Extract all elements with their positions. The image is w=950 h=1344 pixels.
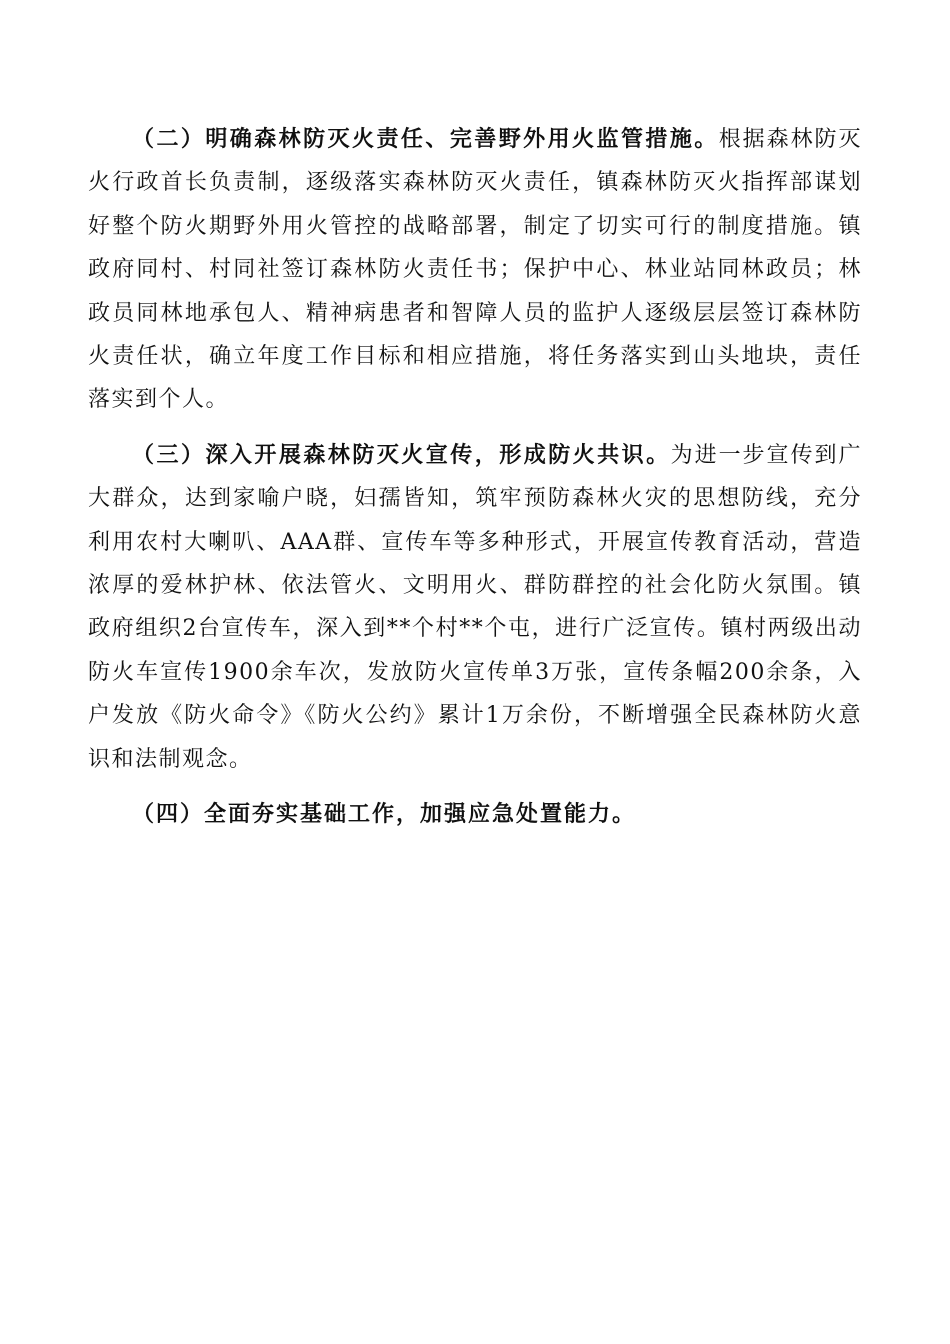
section-heading-2: （二）明确森林防灭火责任、完善野外用火监管措施。 [132, 127, 719, 152]
section-heading-3: （三）深入开展森林防灭火宣传，形成防火共识。 [132, 442, 671, 468]
section-heading-4: （四）全面夯实基础工作，加强应急处置能力。 [132, 802, 637, 828]
section-body-2: 根据森林防灭火行政首长负责制，逐级落实森林防灭火责任，镇森林防灭火指挥部谋划好整个防火期野外用火管控的战略部署，制定了切实可行的制度措施。镇政府同村、村同社签订森林防火责任书；保护中心、林业站同林政员；林政员同林地承包人、精神病患者和智障人员的监护人逐级层层签订森林防火责任状，确立年度工作目标和相应措施，将任务落实到山头地块，责任落实到个人。 [88, 127, 862, 413]
document-page [88, 118, 862, 849]
section-body-3: 为进一步宣传到广大群众，达到家喻户晓，妇孺皆知，筑牢预防森林火灾的思想防线，充分利用农村大喇叭、AAA群、宣传车等多种形式，开展宣传教育活动，营造浓厚的爱林护林、依法管火、文明用火、群防群控的社会化防火氛围。镇政府组织2台宣传车，深入到**个村**个屯，进行广泛宣传。镇村两级出动防火车宣传1900余车次，发放防火宣传单3万张，宣传条幅200余条，入户发放《防火命令》《防火公约》累计1万余份，不断增强全民森林防火意识和法制观念。 [88, 442, 862, 772]
section-paragraph-4 [88, 793, 862, 836]
section-paragraph-2 [88, 118, 862, 422]
section-paragraph-3 [88, 434, 862, 781]
